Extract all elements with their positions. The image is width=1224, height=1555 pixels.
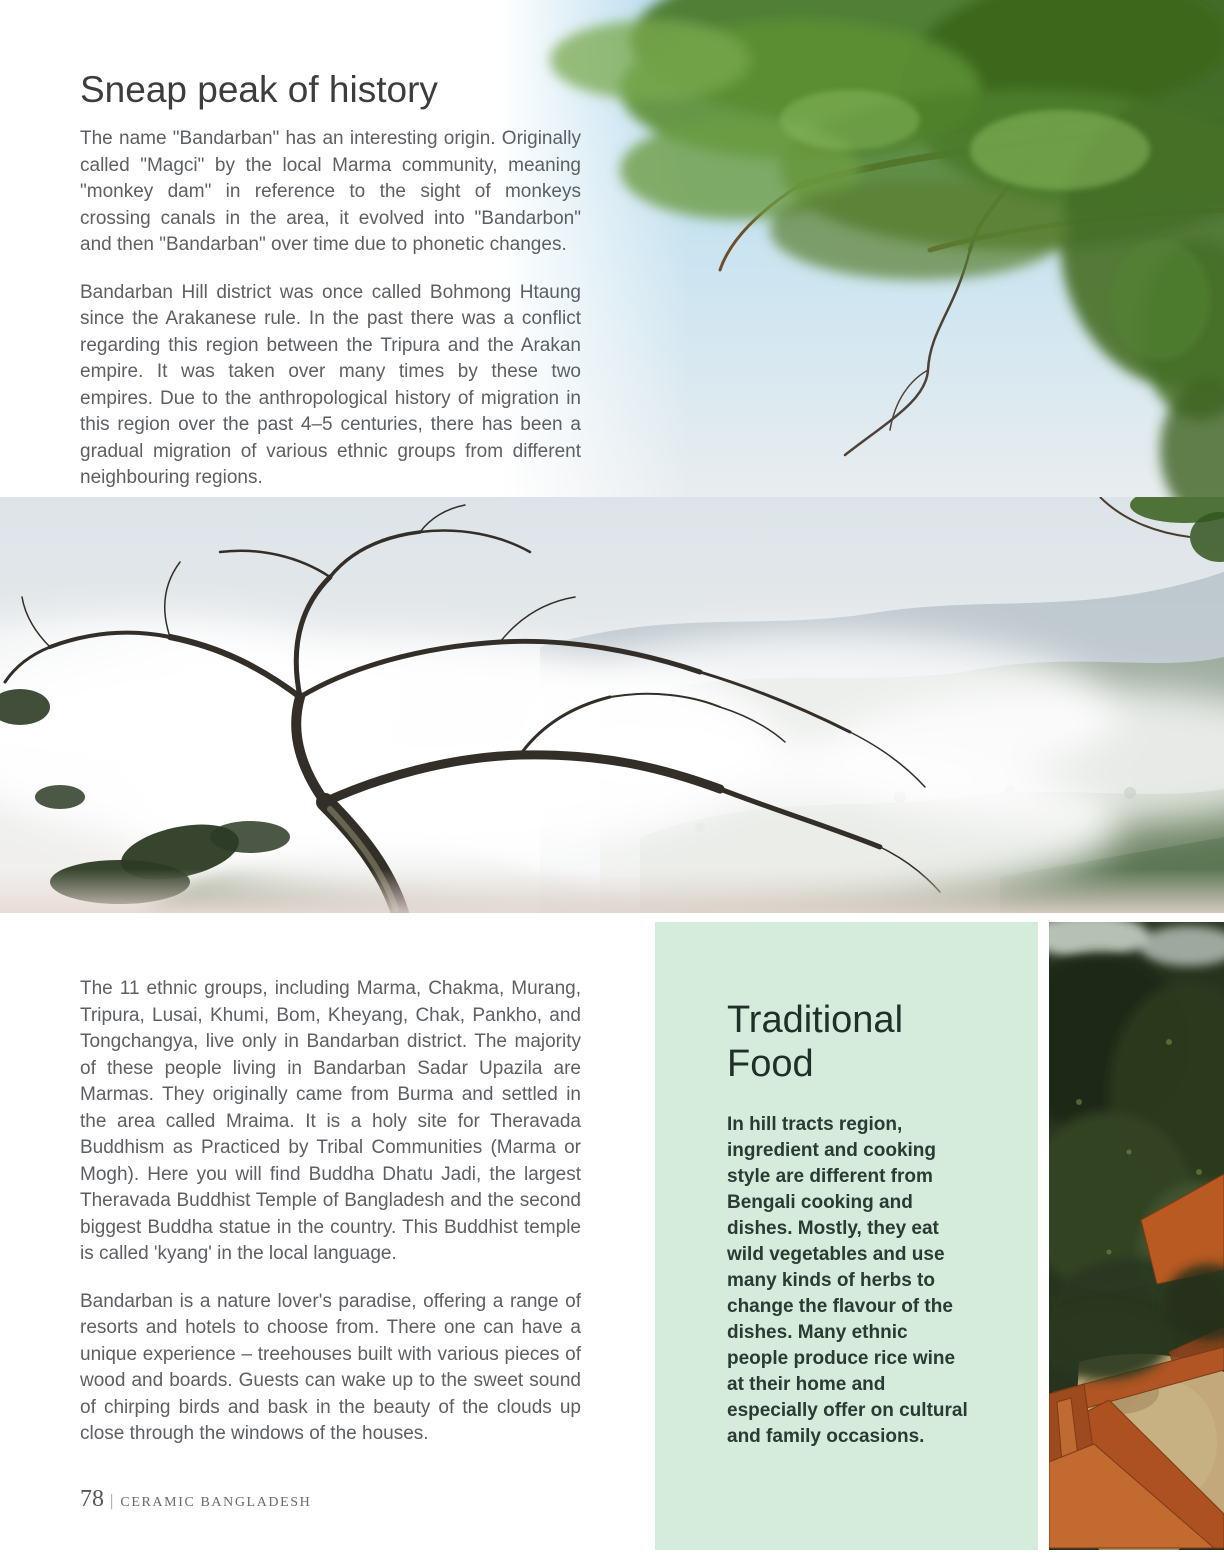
hero-photo-tree-canopy — [500, 0, 1224, 500]
history-paragraph-2: Bandarban Hill district was once called Bohmong Htaung since the Arakanese rule. In the past there was a conflict regarding this region between the Tripura and the Arakan empire. It was taken over many times by these two empires. Due to the anthropological history of migration in this region over the past 4–5 centuries, there has been a gradual migration of various ethnic groups from different neighbouring regions. — [80, 281, 581, 489]
history-section — [80, 68, 581, 513]
page-number: 78 — [80, 1486, 104, 1512]
traditional-food-panel — [655, 922, 1038, 1550]
footer — [80, 1486, 311, 1513]
landscape-photo-misty-hills — [0, 497, 1224, 913]
sidebar-title: Traditional Food — [727, 999, 904, 1086]
page-title: Sneap peak of history — [80, 69, 438, 110]
photo-wooden-treehouse — [1049, 922, 1224, 1550]
ethnic-paragraph-2: Bandarban is a nature lover's paradise, offering a range of resorts and hotels to choose from. There one can have a unique experience – treehouses built with various pieces of wood and boards. Guests can wake up to the sweet sound of chirping birds and bask in the beauty of the clouds up close through the windows of the houses. — [80, 1290, 581, 1444]
sidebar-body: In hill tracts region, ingredient and cooking style are different from Bengali cooking and dishes. Mostly, they eat wild vegetables and use many kinds of herbs to change the flavour of the dishes. Many ethnic people produce rice wine at their home and especially offer on cultural and family occasions. — [727, 1114, 968, 1448]
footer-separator: | — [110, 1491, 114, 1510]
ethnic-paragraph-1: The 11 ethnic groups, including Marma, Chakma, Murang, Tripura, Lusai, Khumi, Bom, Kheyang, Chak, Pankho, and Tongchangya, live only in Bandarban district. The majority of these people living in Bandarban Sadar Upazila are Marmas. They originally came from Burma and settled in the area called Mraima. It is a holy site for Theravada Buddhism as Practiced by Tribal Communities (Marma or Mogh). Here you will find Buddha Dhatu Jadi, the largest Theravada Buddhist Temple of Bangladesh and the second biggest Buddha statue in the country. This Buddhist temple is called 'kyang' in the local language. — [80, 978, 581, 1264]
publication-name: CERAMIC BANGLADESH — [120, 1495, 312, 1510]
history-paragraph-1: The name "Bandarban" has an interesting origin. Originally called "Magci" by the local Marma community, meaning "monkey dam" in reference to the sight of monkeys crossing canals in the area, it evolved into "Bandarbon" and then "Bandarban" over time due to phonetic changes. — [80, 128, 581, 256]
ethnic-groups-section — [80, 976, 581, 1469]
